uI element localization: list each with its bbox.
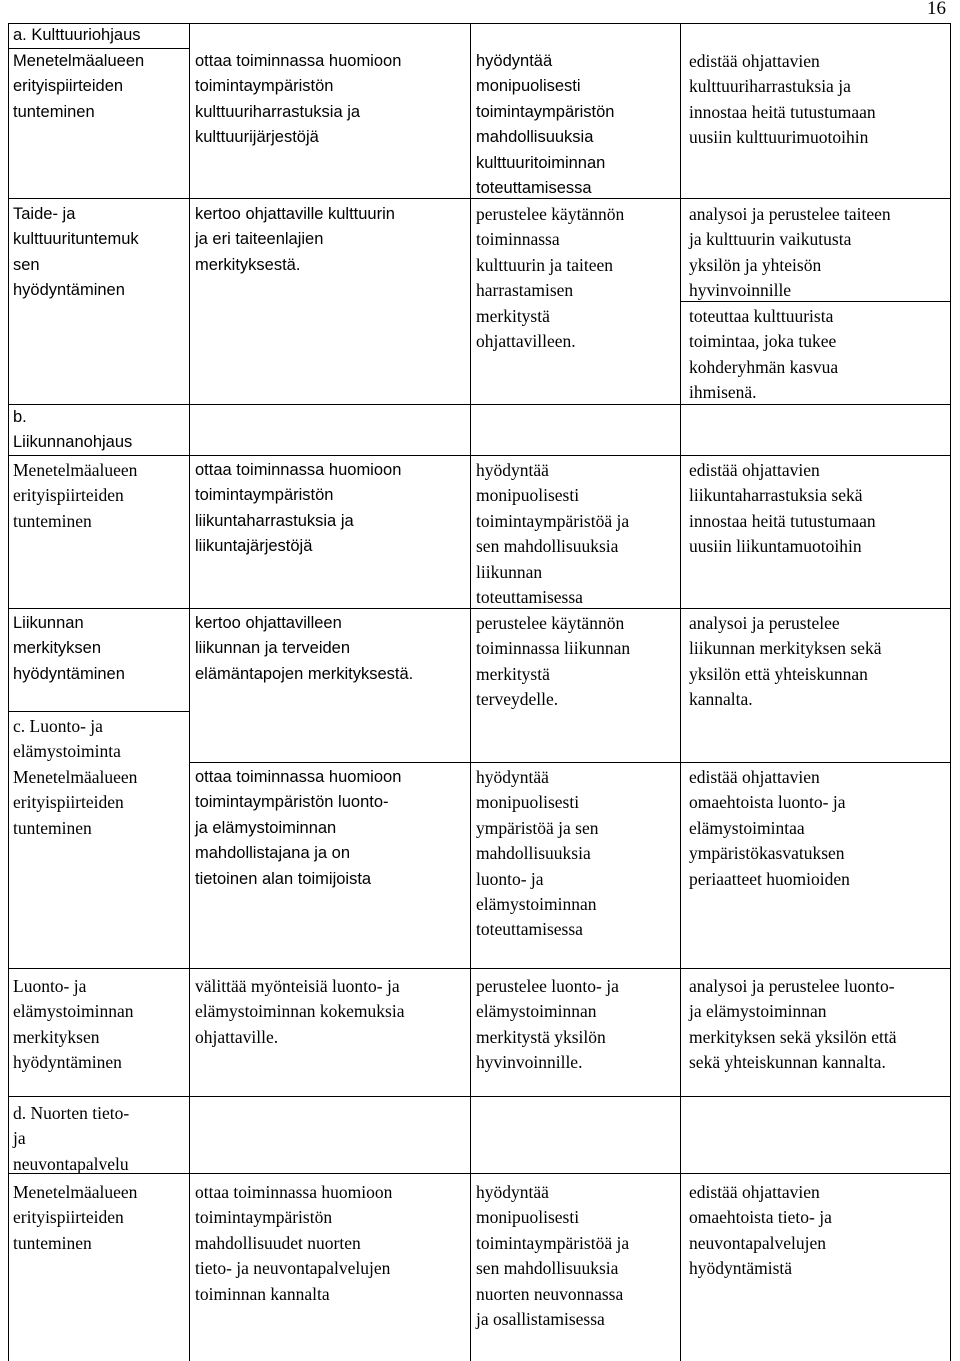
section-d-criterion-2: hyödyntää monipuolisesti toimintaympäristöä ja sen mahdollisuuksia nuorten neuvonnassa ja osallistamisessa [476, 1182, 630, 1330]
section-c-criterion-2: hyödyntää monipuolisesti ympäristöä ja sen mahdollisuuksia luonto- ja elämystoiminnan toteuttamisessa [476, 767, 599, 940]
section-c-criterion-1: ottaa toiminnassa huomioon toimintaympäristön luonto- ja elämystoiminnan mahdollistajana ja on tietoinen alan toimijoista [195, 768, 402, 888]
luonto-row-label: Luonto- ja elämystoiminnan merkityksen hyödyntäminen [13, 976, 134, 1073]
taide-criterion-1: kertoo ohjattaville kulttuurin ja eri taiteenlajien merkityksestä. [195, 205, 395, 274]
section-d-method-label: Menetelmäalueen erityispiirteiden tunteminen [13, 1182, 138, 1253]
section-b-heading: b. Liikunnanohjaus [13, 408, 133, 452]
liikunta-row-label: Liikunnan merkityksen hyödyntäminen [13, 614, 125, 683]
section-a-criterion-1: ottaa toiminnassa huomioon toimintaympäristön kulttuuriharrastuksia ja kulttuurijärjestöjä [195, 52, 402, 147]
luonto-criterion-1: välittää myönteisiä luonto- ja elämystoiminnan kokemuksia ohjattaville. [195, 976, 405, 1047]
table-border-right [950, 23, 951, 1361]
section-c-method-label: Menetelmäalueen erityispiirteiden tunteminen [13, 767, 138, 838]
taide-criterion-3a: analysoi ja perustelee taiteen ja kulttuurin vaikutusta yksilön ja yhteisön hyvinvoinnille [689, 204, 891, 301]
row-divider [8, 968, 951, 969]
section-b-criterion-2: hyödyntää monipuolisesti toimintaympäristöä ja sen mahdollisuuksia liikunnan toteuttamisessa [476, 460, 630, 608]
section-a-criterion-3: edistää ohjattavien kulttuuriharrastuksia ja innostaa heitä tutustumaan uusiin kulttuurimuotoihin [689, 51, 876, 148]
section-d-heading: d. Nuorten tieto- ja neuvontapalvelu [13, 1103, 130, 1174]
page-number: 16 [927, 0, 946, 19]
section-c-heading: c. Luonto- ja elämystoiminta [13, 716, 121, 762]
section-a-heading: a. Kulttuuriohjaus [13, 26, 141, 44]
table-column-divider [470, 23, 471, 1361]
section-a-method-label: Menetelmäalueen erityispiirteiden tunteminen [13, 52, 145, 121]
luonto-criterion-3: analysoi ja perustelee luonto- ja elämystoiminnan merkityksen sekä yksilön että sekä yhteiskunnan kannalta. [689, 976, 897, 1073]
section-b-criterion-3: edistää ohjattavien liikuntaharrastuksia sekä innostaa heitä tutustumaan uusiin liikuntamuotoihin [689, 460, 876, 557]
section-c-criterion-3: edistää ohjattavien omaehtoista luonto- ja elämystoimintaa ympäristökasvatuksen periaatteet huomioiden [689, 767, 850, 889]
section-b-criterion-1: ottaa toiminnassa huomioon toimintaympäristön liikuntaharrastuksia ja liikuntajärjestöjä [195, 461, 402, 556]
liikunta-criterion-1: kertoo ohjattavilleen liikunnan ja terveiden elämäntapojen merkityksestä. [195, 614, 414, 683]
section-b-method-label: Menetelmäalueen erityispiirteiden tunteminen [13, 460, 138, 531]
section-d-criterion-3: edistää ohjattavien omaehtoista tieto- ja neuvontapalvelujen hyödyntämistä [689, 1182, 832, 1279]
table-border-left [8, 23, 9, 1361]
table-column-divider [680, 23, 681, 1361]
section-d-criterion-1: ottaa toiminnassa huomioon toimintaympäristön mahdollisuudet nuorten tieto- ja neuvontapalvelujen toiminnan kannalta [195, 1182, 393, 1304]
liikunta-criterion-2: perustelee käytännön toiminnassa liikunnan merkitystä terveydelle. [476, 613, 631, 710]
luonto-criterion-2: perustelee luonto- ja elämystoiminnan merkitystä yksilön hyvinvoinnille. [476, 976, 619, 1073]
section-a-criterion-2: hyödyntää monipuolisesti toimintaympäristön mahdollisuuksia kulttuuritoiminnan toteuttamisessa [476, 52, 615, 198]
row-divider [8, 1096, 951, 1097]
taide-row-label: Taide- ja kulttuurituntemuk sen hyödyntäminen [13, 205, 139, 300]
taide-criterion-2: perustelee käytännön toiminnassa kulttuurin ja taiteen harrastamisen merkitystä ohjattavilleen. [476, 204, 625, 352]
taide-criterion-3b: toteuttaa kulttuurista toimintaa, joka tukee kohderyhmän kasvua ihmisenä. [689, 306, 839, 403]
table-column-divider [189, 23, 190, 1361]
row-divider [8, 711, 190, 712]
row-divider [190, 762, 951, 763]
liikunta-criterion-3: analysoi ja perustelee liikunnan merkityksen sekä yksilön että yhteiskunnan kannalta. [689, 613, 882, 710]
